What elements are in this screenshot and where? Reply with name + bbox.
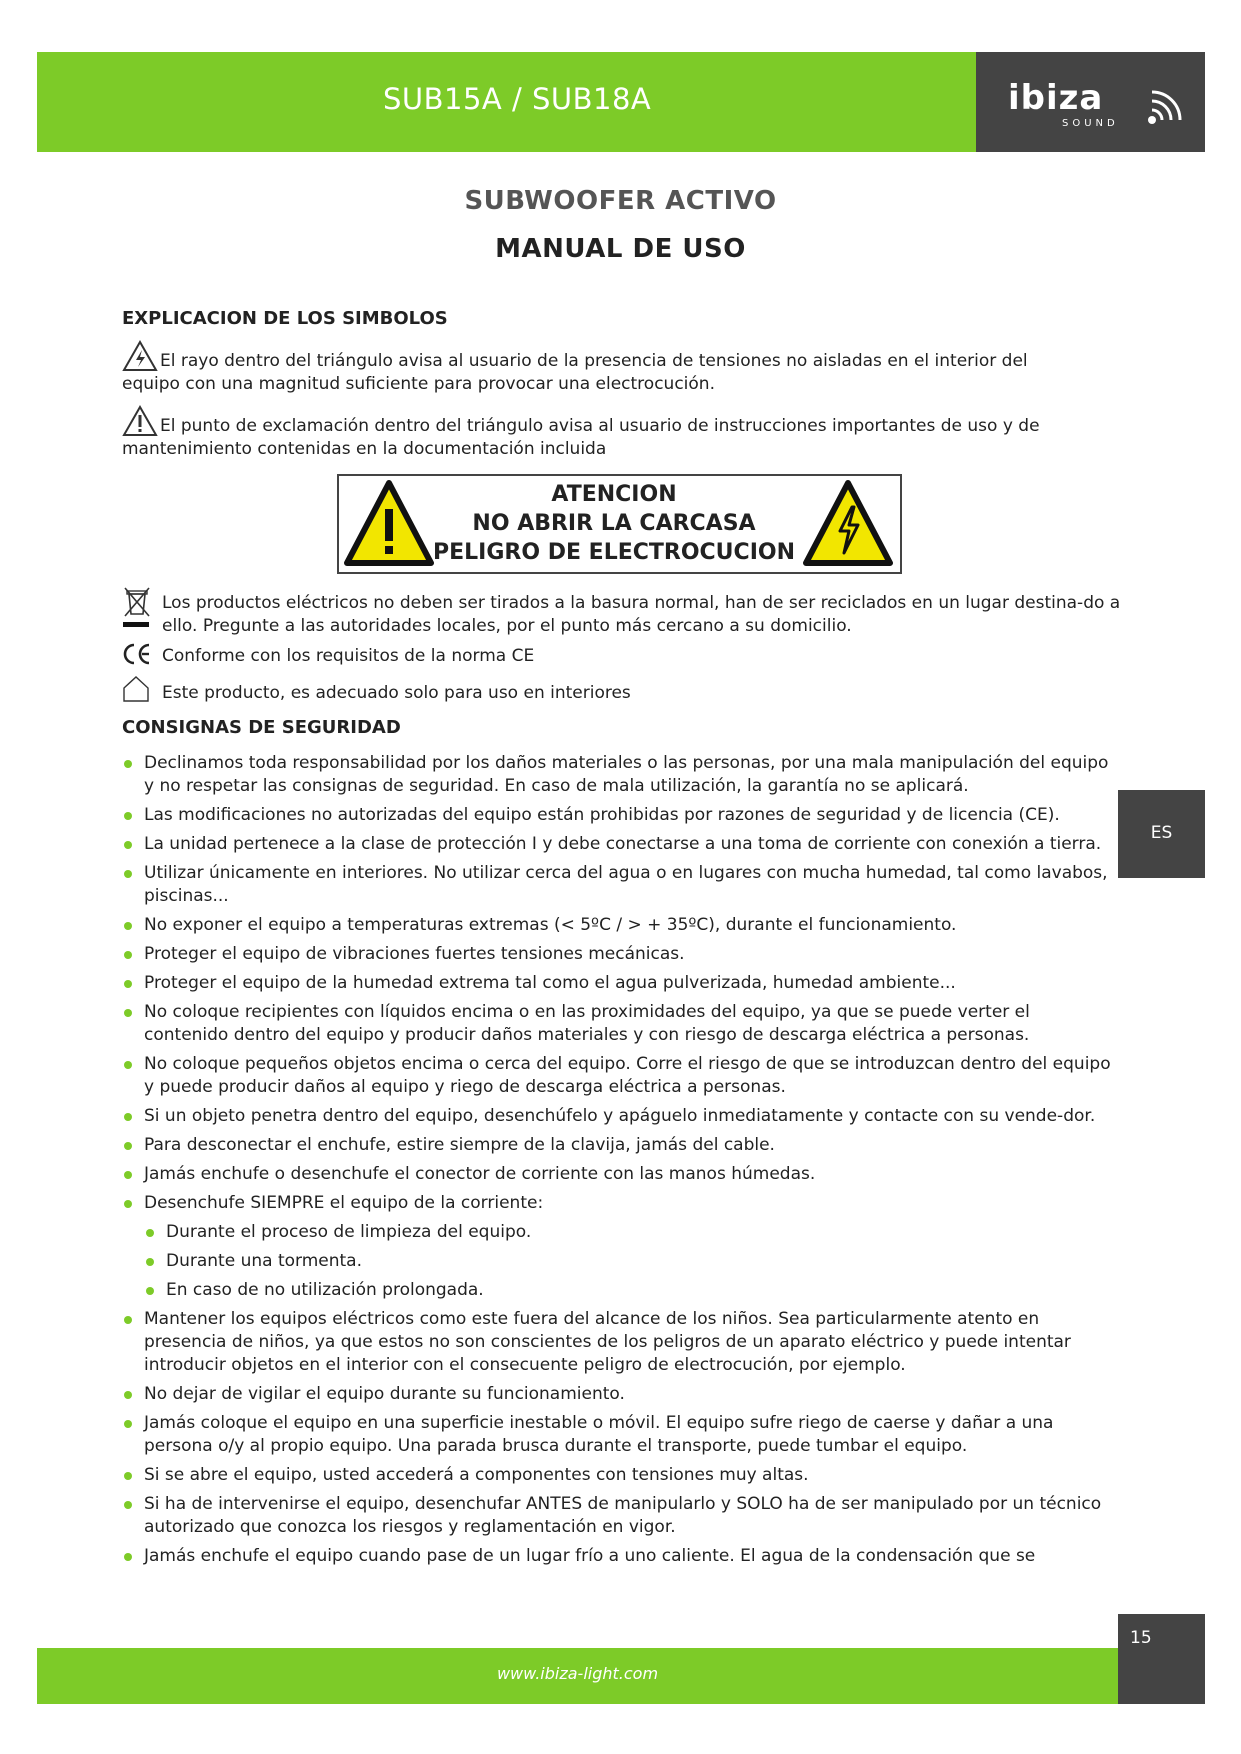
sub-list-item: En caso de no utilización prolongada. <box>144 1279 1112 1302</box>
model-title: SUB15A / SUB18A <box>383 82 652 116</box>
exclamation-paragraph <box>122 405 1082 461</box>
header-bar <box>37 52 1205 152</box>
bullet-icon <box>124 1553 132 1561</box>
bullet-icon <box>124 1171 132 1179</box>
bullet-icon <box>124 1200 132 1208</box>
sub-list-item: Durante el proceso de limpieza del equipo. <box>144 1221 1112 1244</box>
bullet-icon <box>124 1391 132 1399</box>
list-item: Jamás enchufe el equipo cuando pase de un lugar frío a uno caliente. El agua de la condensación que se <box>122 1545 1112 1568</box>
bullet-icon <box>124 1420 132 1428</box>
lightning-text: El rayo dentro del triángulo avisa al usuario de la presencia de tensiones no aisladas en el interior del equipo con una magnitud suficiente para provocar una electrocución. <box>122 351 1028 394</box>
bullet-icon <box>146 1287 154 1295</box>
bullet-icon <box>124 1501 132 1509</box>
bullet-icon <box>146 1229 154 1237</box>
list-item: No exponer el equipo a temperaturas extremas (< 5ºC / > + 35ºC), durante el funcionamiento. <box>122 914 1112 937</box>
list-item: Utilizar únicamente en interiores. No utilizar cerca del agua o en lugares con mucha humedad, tal como lavabos, piscinas... <box>122 862 1112 908</box>
bullet-icon <box>124 922 132 930</box>
exclamation-triangle-icon <box>122 405 158 437</box>
sub-list-item: Durante una tormenta. <box>144 1250 1112 1273</box>
bullet-icon <box>124 1316 132 1324</box>
list-item: No coloque pequeños objetos encima o cerca del equipo. Corre el riesgo de que se introduzcan dentro del equipo y puede producir daños al equipo y riego de descarga eléctrica a personas. <box>122 1053 1112 1099</box>
language-label: ES <box>1150 823 1173 843</box>
list-item: La unidad pertenece a la clase de protección I y debe conectarse a una toma de corriente con conexión a tierra. <box>122 833 1112 856</box>
ce-text: Conforme con los requisitos de la norma CE <box>162 646 535 666</box>
bullet-icon <box>124 812 132 820</box>
bullet-icon <box>124 980 132 988</box>
warning-line-2: NO ABRIR LA CARCASA <box>472 511 756 536</box>
bullet-icon <box>124 1009 132 1017</box>
list-item: Las modificaciones no autorizadas del equipo están prohibidas por razones de seguridad y de licencia (CE). <box>122 804 1112 827</box>
list-item: Proteger el equipo de vibraciones fuertes tensiones mecánicas. <box>122 943 1112 966</box>
warning-box <box>337 474 902 574</box>
logo-subtitle: SOUND <box>1062 118 1119 129</box>
warning-line-3: PELIGRO DE ELECTROCUCION <box>433 540 795 565</box>
brand-logo <box>976 52 1205 152</box>
footer-url: www.ibiza-light.com <box>496 1664 659 1683</box>
warning-text <box>429 480 799 567</box>
page-number: 15 <box>1130 1628 1152 1648</box>
list-item: Si un objeto penetra dentro del equipo, desenchúfelo y apáguelo inmediatamente y contacte con su vende-dor. <box>122 1105 1112 1128</box>
ce-mark-icon <box>121 642 153 666</box>
list-item: Si ha de intervenirse el equipo, desenchufar ANTES de manipularlo y SOLO ha de ser manipulado por un técnico autorizado que conozca los riesgos y reglamentación en vigor. <box>122 1493 1112 1539</box>
bullet-icon <box>124 1142 132 1150</box>
list-item: No dejar de vigilar el equipo durante su funcionamiento. <box>122 1383 1112 1406</box>
safety-list <box>122 752 1112 1574</box>
bullet-icon <box>124 1472 132 1480</box>
exclamation-warning-icon <box>343 479 435 569</box>
indoor-text: Este producto, es adecuado solo para uso en interiores <box>162 683 631 703</box>
symbols-heading: EXPLICACION DE LOS SIMBOLOS <box>122 308 448 329</box>
sound-waves-icon <box>1146 88 1190 128</box>
bullet-icon <box>124 951 132 959</box>
footer-bar <box>37 1648 1118 1704</box>
list-item: Declinamos toda responsabilidad por los daños materiales o las personas, por una mala manipulación del equipo y no respetar las consignas de seguridad. En caso de mala utilización, la garantía no se aplicará. <box>122 752 1112 798</box>
bullet-icon <box>124 870 132 878</box>
lightning-warning-icon <box>802 479 894 569</box>
lightning-triangle-icon <box>122 340 158 372</box>
bullet-icon <box>124 1061 132 1069</box>
warning-line-1: ATENCION <box>551 482 677 507</box>
weee-bin-icon <box>121 586 153 628</box>
bullet-icon <box>124 1113 132 1121</box>
logo-wordmark: ibiza <box>1008 78 1104 118</box>
doc-title: SUBWOOFER ACTIVO <box>464 186 777 216</box>
safety-heading: CONSIGNAS DE SEGURIDAD <box>122 717 401 738</box>
list-item: Desenchufe SIEMPRE el equipo de la corriente: <box>122 1192 1112 1215</box>
lightning-paragraph <box>122 340 1082 396</box>
doc-subtitle: MANUAL DE USO <box>495 234 746 264</box>
indoor-house-icon <box>121 674 151 704</box>
list-item: Jamás enchufe o desenchufe el conector de corriente con las manos húmedas. <box>122 1163 1112 1186</box>
page-number-box <box>1118 1614 1205 1704</box>
list-item: No coloque recipientes con líquidos encima o en las proximidades del equipo, ya que se puede verter el contenido dentro del equipo y producir daños materiales y con riesgo de descarga eléctrica a personas. <box>122 1001 1112 1047</box>
bullet-icon <box>124 760 132 768</box>
list-item: Si se abre el equipo, usted accederá a componentes con tensiones muy altas. <box>122 1464 1112 1487</box>
list-item: Jamás coloque el equipo en una superficie inestable o móvil. El equipo sufre riego de caerse y dañar a una persona o/y al propio equipo. Una parada brusca durante el transporte, puede tumbar el equipo. <box>122 1412 1112 1458</box>
list-item: Proteger el equipo de la humedad extrema tal como el agua pulverizada, humedad ambiente... <box>122 972 1112 995</box>
list-item: Para desconectar el enchufe, estire siempre de la clavija, jamás del cable. <box>122 1134 1112 1157</box>
bullet-icon <box>146 1258 154 1266</box>
weee-text: Los productos eléctricos no deben ser tirados a la basura normal, han de ser reciclados en un lugar destina-do a ello. Pregunte a las autoridades locales, por el punto más cercano a su domicilio. <box>162 593 1121 636</box>
language-tab <box>1118 790 1205 878</box>
exclamation-text: El punto de exclamación dentro del triángulo avisa al usuario de instrucciones importantes de uso y de mantenimiento contenidas en la documentación incluida <box>122 416 1040 459</box>
bullet-icon <box>124 841 132 849</box>
list-item: Mantener los equipos eléctricos como este fuera del alcance de los niños. Sea particularmente atento en presencia de niños, ya que estos no son conscientes de los peligros de un aparato eléctrico y puede intentar introducir objetos en el interior con el consecuente peligro de electrocución, por ejemplo. <box>122 1308 1112 1377</box>
